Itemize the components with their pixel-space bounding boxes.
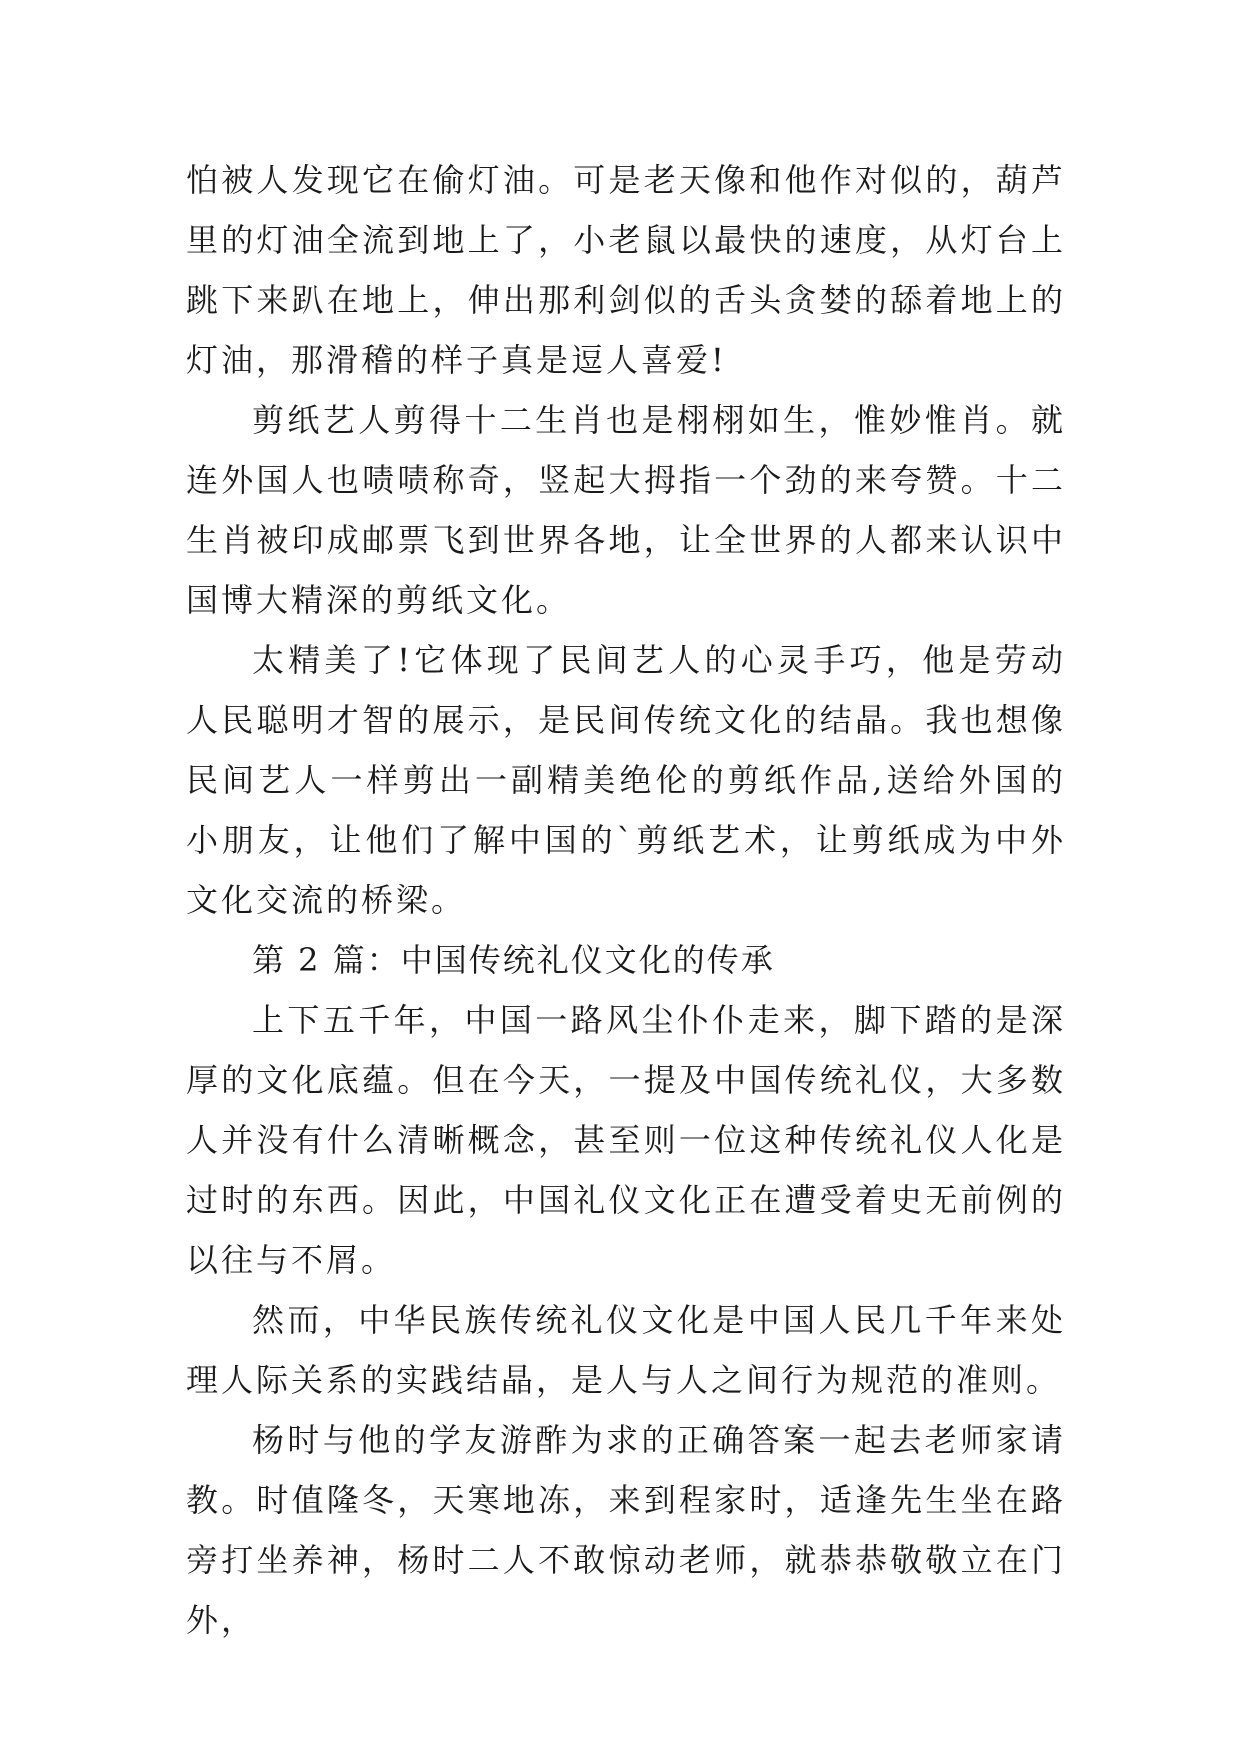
document-body [186,150,1066,1650]
paragraph-zodiac: 剪纸艺人剪得十二生肖也是栩栩如生，惟妙惟肖。就连外国人也啧啧称奇，竖起大拇指一个劲的来夸赞。十二生肖被印成邮票飞到世界各地，让全世界的人都来认识中国博大精深的剪纸文化。 [186,401,1066,619]
paragraph-etiquette-intro: 上下五千年，中国一路风尘仆仆走来，脚下踏的是深厚的文化底蕴。但在今天，一提及中国传统礼仪，大多数人并没有什么清晰概念，甚至则一位这种传统礼仪人化是过时的东西。因此，中国礼仪文化正在遭受着史无前例的以往与不屑。 [186,1001,1066,1279]
paragraph-etiquette-meaning: 然而，中华民族传统礼仪文化是中国人民几千年来处理人际关系的实践结晶，是人与人之间行为规范的准则。 [186,1301,1066,1399]
paragraph-praise: 太精美了!它体现了民间艺人的心灵手巧，他是劳动人民聪明才智的展示，是民间传统文化的结晶。我也想像民间艺人一样剪出一副精美绝伦的剪纸作品,送给外国的小朋友，让他们了解中国的`剪纸艺术，让剪纸成为中外文化交流的桥梁。 [186,641,1066,919]
paragraph-story: 杨时与他的学友游酢为求的正确答案一起去老师家请教。时值隆冬，天寒地冻，来到程家时，适逢先生坐在路旁打坐养神，杨时二人不敢惊动老师，就恭恭敬敬立在门外， [186,1421,1066,1639]
section-heading: 第 2 篇：中国传统礼仪文化的传承 [252,941,775,979]
paragraph-continued: 怕被人发现它在偷灯油。可是老天像和他作对似的，葫芦里的灯油全流到地上了，小老鼠以最快的速度，从灯台上跳下来趴在地上，伸出那利剑似的舌头贪婪的舔着地上的灯油，那滑稽的样子真是逗人喜爱! [186,161,1066,379]
